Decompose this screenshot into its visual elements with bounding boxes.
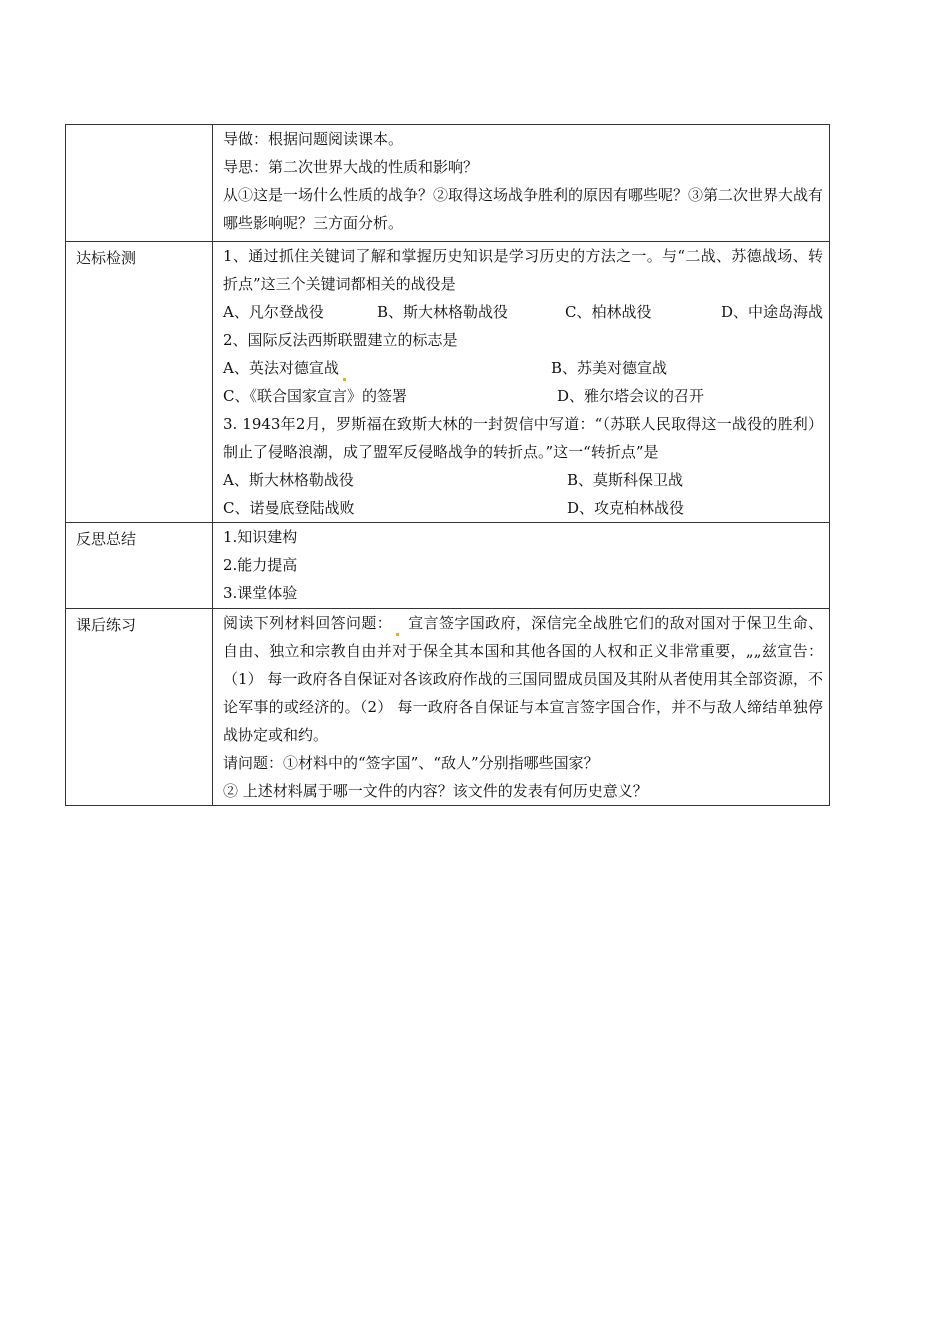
q2-option-b: B、苏美对德宣战 — [551, 359, 668, 377]
guide-content — [213, 125, 830, 242]
reflection-item: 2.能力提高 — [223, 556, 298, 574]
homework-content — [213, 609, 830, 806]
q1-option-b: B、斯大林格勒战役 — [376, 303, 509, 321]
q3-option-a: A、斯大林格勒战役 — [223, 471, 354, 489]
question-3-options-row-1 — [223, 466, 823, 494]
question-1-text: 1、通过抓住关键词了解和掌握历史知识是学习历史的方法之一。与“二战、苏德战场、转折点”这三个关键词都相关的战役是 — [223, 247, 823, 293]
q3-option-d: D、攻克柏林战役 — [567, 499, 685, 517]
guide-do-line: 导做：根据问题阅读课本。 — [223, 130, 404, 148]
table-row-assessment — [66, 242, 830, 523]
homework-question-1: 请问题：①材料中的“签字国”、“敌人”分别指哪些国家？ — [223, 754, 599, 772]
q3-option-b: B、莫斯科保卫战 — [567, 471, 684, 489]
reflection-content — [213, 523, 830, 609]
q1-option-d: D、中途岛海战 — [720, 303, 823, 321]
row-label-homework: 课后练习 — [66, 609, 213, 806]
reflection-item: 1.知识建构 — [223, 528, 298, 546]
guide-analysis-text: 从①这是一场什么性质的战争？②取得这场战争胜利的原因有哪些呢？③第二次世界大战有哪些影响呢？三方面分析。 — [223, 186, 824, 232]
assessment-content — [213, 242, 830, 523]
table-row-reflection — [66, 523, 830, 609]
q2-option-a: A、英法对德宣战 — [223, 354, 551, 382]
q2-option-c: C、《联合国家宣言》的签署 — [223, 387, 407, 405]
question-3-text: 3. 1943年2月，罗斯福在致斯大林的一封贺信中写道：“（苏联人民取得这一战役的胜利）制止了侵略浪潮，成了盟军反侵略战争的转折点。”这一“转折点”是 — [223, 415, 823, 461]
row-label-empty — [66, 125, 213, 242]
homework-question-2: ② 上述材料属于哪一文件的内容？该文件的发表有何历史意义？ — [223, 782, 648, 800]
question-1-options — [223, 298, 823, 326]
reflection-item: 3.课堂体验 — [223, 584, 298, 602]
q1-option-c: C、柏林战役 — [564, 303, 652, 321]
material-text: 宣言签字国政府，深信完全战胜它们的敌对国对于保卫生命、自由、独立和宗教自由并对于保全其本国和其他各国的人权和正义非常重要，„„兹宣告：（1） 每一政府各自保证对各该政府作战的三国同盟成员国及其附从者使用其全部资源，不论军事的或经济的。（2） 每一政府各自保证与本宣言签字国合作，并不与敌人缔结单独停战协定或和约。 — [223, 614, 823, 744]
question-2-options-row-2 — [223, 382, 823, 410]
table-row-homework — [66, 609, 830, 806]
q1-option-a: A、凡尔登战役 — [223, 303, 324, 321]
q3-option-c: C、诺曼底登陆战败 — [223, 499, 355, 517]
row-label-assessment: 达标检测 — [66, 242, 213, 523]
material-intro: 阅读下列材料回答问题： — [223, 614, 393, 632]
q2-option-d: D、雅尔塔会议的召开 — [557, 387, 705, 405]
question-3-options-row-2 — [223, 494, 823, 522]
lesson-table — [65, 124, 830, 806]
material-paragraph — [223, 609, 823, 749]
question-2-text: 2、国际反法西斯联盟建立的标志是 — [223, 331, 458, 349]
question-2-options-row-1 — [223, 354, 823, 382]
table-row-guide — [66, 125, 830, 242]
guide-think-line: 导思：第二次世界大战的性质和影响？ — [223, 158, 479, 176]
row-label-reflection: 反思总结 — [66, 523, 213, 609]
